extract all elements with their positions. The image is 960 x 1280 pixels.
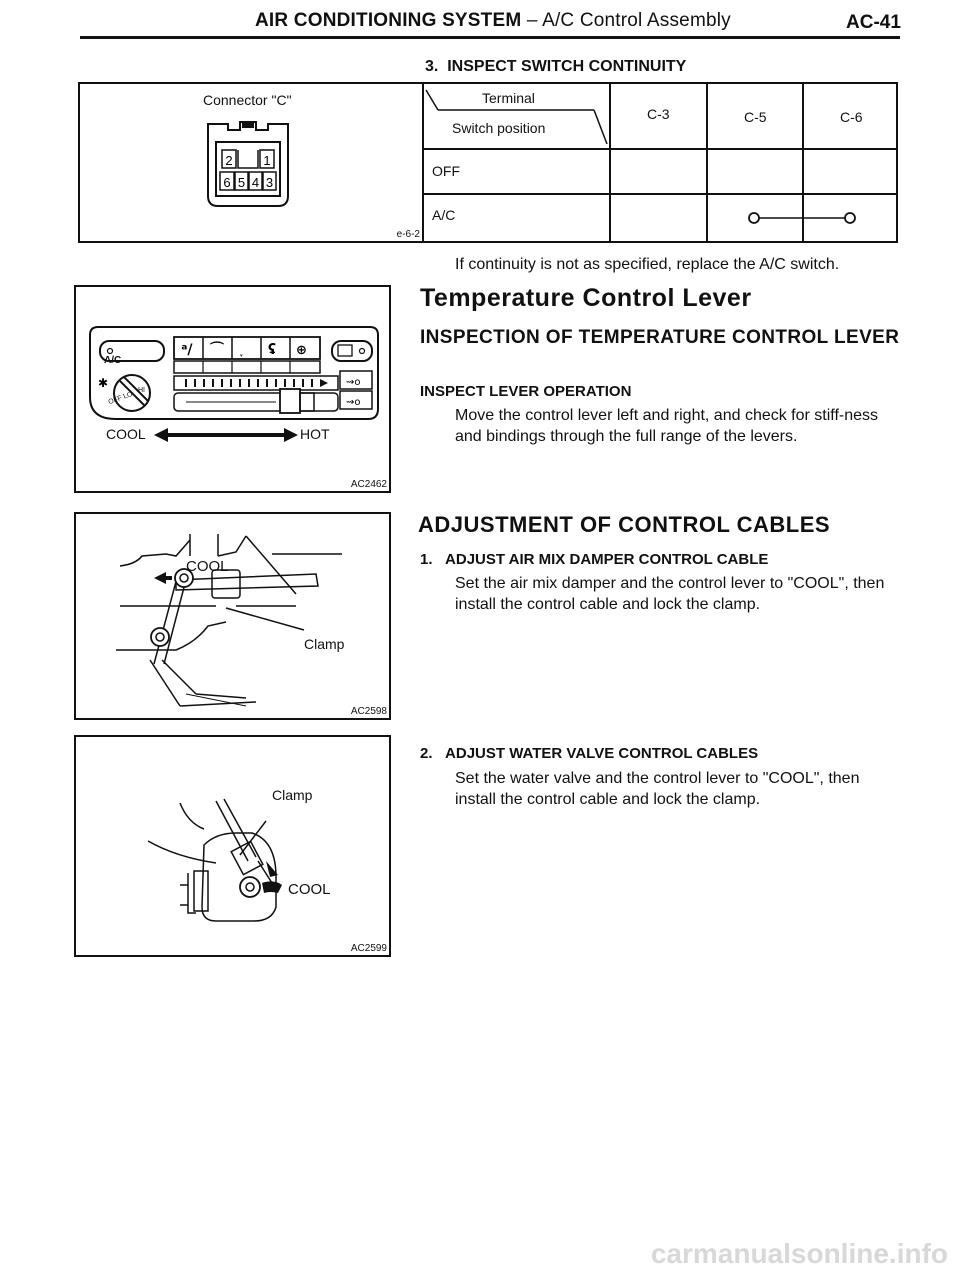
header-rule bbox=[80, 36, 900, 39]
step1-heading-text: ADJUST AIR MIX DAMPER CONTROL CABLE bbox=[445, 551, 769, 568]
step1-number: 1. bbox=[420, 551, 433, 568]
fig2-clamp-label: Clamp bbox=[272, 787, 313, 803]
column-c3: C-3 bbox=[647, 106, 670, 122]
lever-operation-text: Move the control lever left and right, and check for stiff-ness and bindings through the full range of the levers. bbox=[455, 407, 879, 445]
svg-text:ʢ: ʢ bbox=[268, 342, 277, 358]
svg-text:˯: ˯ bbox=[239, 342, 244, 358]
ac-button-label: A/C bbox=[104, 355, 122, 366]
connector-c-diagram bbox=[198, 114, 298, 210]
temperature-lever-subtitle: INSPECTION OF TEMPERATURE CONTROL LEVER bbox=[420, 327, 900, 348]
pin-2: 2 bbox=[225, 153, 233, 168]
svg-text:⇝o: ⇝o bbox=[346, 377, 361, 388]
svg-text:⊕: ⊕ bbox=[296, 343, 307, 358]
continuity-mark-c5-c6 bbox=[722, 208, 872, 228]
page-number: AC-41 bbox=[846, 12, 901, 33]
switch-step-number: 3. bbox=[425, 58, 439, 75]
pin-6: 6 bbox=[223, 175, 231, 190]
air-mix-damper-drawing bbox=[76, 514, 389, 718]
fig2-cool-label: COOL bbox=[288, 881, 331, 898]
figure-code-ac2462: AC2462 bbox=[350, 479, 387, 490]
fan-dial-label: OFF LO bbox=[107, 390, 134, 407]
cool-label: COOL bbox=[106, 426, 146, 442]
svg-text:⇝o: ⇝o bbox=[346, 397, 361, 408]
fan-dial-hi: HI bbox=[138, 387, 145, 394]
fig1-clamp-label: Clamp bbox=[304, 636, 345, 652]
connector-panel bbox=[80, 84, 424, 241]
row-off-label: OFF bbox=[432, 163, 460, 179]
step2-number: 2. bbox=[420, 745, 433, 762]
hot-label: HOT bbox=[300, 426, 330, 442]
switch-note: If continuity is not as specified, replace the A/C switch. bbox=[455, 256, 840, 273]
terminal-header: Terminal bbox=[482, 90, 535, 106]
column-c5: C-5 bbox=[744, 109, 767, 125]
continuity-table bbox=[422, 84, 896, 241]
step2-heading-text: ADJUST WATER VALVE CONTROL CABLES bbox=[445, 745, 759, 762]
step2-text: Set the water valve and the control lever to "COOL", then install the control cable and lock the clamp. bbox=[455, 770, 860, 808]
figure-code-ac2599: AC2599 bbox=[350, 943, 387, 954]
switch-step-heading bbox=[425, 58, 686, 76]
header-title-bold: AIR CONDITIONING SYSTEM bbox=[255, 10, 522, 31]
figure-code-ac2598: AC2598 bbox=[350, 706, 387, 717]
switch-step-text: INSPECT SWITCH CONTINUITY bbox=[447, 58, 687, 75]
row-ac-label: A/C bbox=[432, 207, 456, 223]
svg-text:✱: ✱ bbox=[98, 376, 109, 390]
svg-text:ᵃ/: ᵃ/ bbox=[181, 342, 193, 358]
svg-text:⌒: ⌒ bbox=[210, 342, 224, 358]
control-panel-drawing bbox=[76, 287, 389, 491]
pin-4: 4 bbox=[251, 175, 260, 190]
step2-heading bbox=[420, 745, 758, 762]
footer-watermark: carmanualsonline.info bbox=[650, 1238, 948, 1269]
pin-5: 5 bbox=[237, 175, 246, 190]
pin-3: 3 bbox=[265, 175, 274, 190]
figure-control-panel bbox=[74, 285, 391, 493]
lever-operation-heading: INSPECT LEVER OPERATION bbox=[420, 383, 632, 400]
step1-heading bbox=[420, 551, 768, 568]
fig1-cool-label: COOL bbox=[186, 558, 229, 575]
switch-continuity-figure bbox=[78, 82, 898, 243]
figure-water-valve bbox=[74, 735, 391, 957]
switch-position-header: Switch position bbox=[452, 120, 546, 136]
figure-air-mix-damper bbox=[74, 512, 391, 720]
header-title-rest: – A/C Control Assembly bbox=[521, 10, 731, 31]
page-header-title bbox=[255, 10, 731, 32]
connector-label: Connector "C" bbox=[203, 92, 292, 108]
step1-text: Set the air mix damper and the control lever to "COOL", then install the control cable and lock the clamp. bbox=[455, 575, 885, 613]
pin-1: 1 bbox=[263, 153, 271, 168]
connector-figure-code: e-6-2 bbox=[396, 229, 420, 240]
temperature-lever-title: Temperature Control Lever bbox=[420, 284, 752, 312]
column-c6: C-6 bbox=[840, 109, 863, 125]
control-cables-title: ADJUSTMENT OF CONTROL CABLES bbox=[418, 512, 831, 537]
water-valve-drawing bbox=[76, 737, 389, 955]
